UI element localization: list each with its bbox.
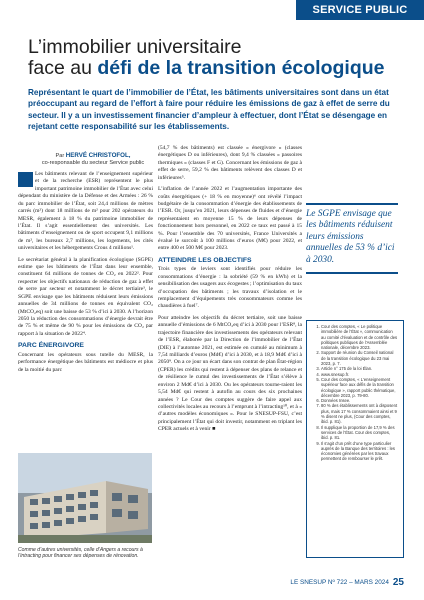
drop-cap-icon — [18, 172, 33, 187]
paragraph: Trois types de leviers sont identifiés pour réduire les consommations d’énergie : la sobriété (59 % en kWh) et la sensibilisation des usagers aux écogestes ; l’optimisation du taux d’occupation des bâtiments ; les travaux d’isolation et le remplacement d’équipements très consommateurs comme les chaudières à fuel⁷. — [158, 266, 302, 310]
paragraph-text: Les bâtiments relevant de l’enseignement supérieur et de la recherche (ESR) représentent le plus important patrimoine immobilier de l’État avec celui dépendant du ministère de la Défense et des Armées : 26 % du parc immobilier de l’État, soit 24,4 millions de mètres carrés (m²) dont 18 millions de m² pour 202 opérateurs du MESR, également à 18 % du patrimoine immobilier de l’État. Il s’agit essentiellement des universités. Les bâtiments d’enseignement ou de sport occupent 9,1 millions de m², les bureaux 2,7 millions, les logements, les cités universitaires et les hébergements Crous 4 millions¹. — [18, 171, 153, 252]
title-line-2 — [28, 58, 404, 79]
title-strong: défi de la transition écologique — [97, 57, 385, 79]
photo-caption: Comme d’autres universités, celle d’Angers a recours à l’intracting pour financer ses dépenses de rénovation. — [18, 547, 143, 560]
title-plain: face au — [28, 57, 98, 79]
article-title — [28, 37, 404, 79]
column-1 — [18, 171, 153, 378]
footnotes-list — [312, 324, 398, 462]
byline-role: co-responsable du secteur Service public — [41, 160, 145, 166]
paragraph: L’inflation de l’année 2022 et l’augmentation importante des coûts énergétiques (+ 18 % en moyenne)⁶ ont révélé l’impact budgétaire de la consommation d’énergie des établissements de l’ESR. Or, jusqu’en 2021, leurs dépenses de fluides et d’énergie représentaient en moyenne 15 % de leurs dépenses de fonctionnement hors personnel, en 2022 ce taux est passé à 15 %. Pour l’ensemble des 70 universités, France Universités a évalué le surcoût à 100 millions d’euros (M€) pour 2022, et entre 400 et 500 M€ pour 2023. — [158, 186, 302, 252]
article-lede: Représentant le quart de l’immobilier de l’État, les bâtiments universitaires sont dans un état préoccupant au regard de l’effort à faire pour réduire les émissions de gaz à effet de serre du secteur. Il y a un investissement financier d’ampleur à effectuer, dont l’État se désengage en rejetant cette responsabilité sur les établissements. — [28, 88, 390, 132]
footnote: 5. Cour des comptes, « L’enseignement supérieur face aux défis de la transition écologique », rapport public thématique, décembre 2023, p. 79-80. — [321, 377, 398, 398]
title-line-1: L’immobilier universitaire — [28, 36, 242, 58]
footnote: 1. Cour des comptes, « Le politique immobilière de l’État », communication au comité d’évaluation et de contrôle des politiques publiques de l’Assemblée nationale, décembre 2023. — [321, 324, 398, 350]
paragraph: (54,7 % des bâtiments) est classée « énergivore » (classes énergétiques D ou inférieures), dont 9,4 % classées « passoires thermiques » (classes F et G). Concernant les émissions de gaz à effet de serre, 59,2 % des bâtiments relèvent des classes D et inférieures⁵. — [158, 145, 302, 181]
paragraph: Pour atteindre les objectifs du décret tertiaire, soit une baisse annuelle d’émissions de 6 MtCO₂eq d’ici à 2030 pour l’ESR⁸, la trajectoire financière des investissements des opérateurs relevant de l’ESR, élaborée par la Direction de l’immobilier de l’État (DIE) à l’automne 2021, est estimée en cumulé au minimum à 7,54 milliards d’euros (Md€) d’ici à 2030, et à 18,9 Md€ d’ici à 2050⁹. On a ce jour un écart dans son contrat de plan État-région (CPER) les crédits qui restent à dépenser des plans de relance et de résilience le cumul des investissements de l’État s’élève à environ 2 Md€ d’ici à 2030. Ou les opérateurs tourne-raient les 5,54 Md€ qui restent à autofin au cours des six prochaines années ? Le Cour des comptes suggère de faire appel aux collectivités locales au recours à l’emprunt à l’intracting¹⁰, et à « d’autres modèles économiques ». Pour le SNESUP-FSU, c’est principalement l’État qui doit investir, notamment en triplant les CPER actuels et à venir ■ — [158, 314, 302, 433]
section-tag: SERVICE PUBLIC — [296, 0, 424, 20]
subhead: PARC ÉNERGIVORE — [18, 342, 84, 350]
page-footer — [290, 577, 404, 588]
photo-university-building — [18, 453, 152, 543]
paragraph: Concernant les opérateurs sous tutelle du MESR, la performance énergétique des bâtiments est médiocre et plus de la moitié du parc — [18, 351, 153, 373]
subhead: ATTEINDRE LES OBJECTIFS — [158, 256, 252, 264]
paragraph — [18, 171, 153, 253]
paragraph: Le secrétariat général à la planification écologique (SGPE) estime que les bâtiments de l’État dans leur ensemble, constituent 64 millions de tonnes de CO₂ en 2022². Pour respecter les objectifs nationaux de réduction de gaz à effet de serre par secteur et notamment le décret tertiaire³, le SGPE envisage que les bâtiments réduisent leurs émissions annuelles de 34 millions de tonnes en équivalent CO₂ (MtCO₂eq) soit une baisse de 53 % d’ici à 2030. A l’horizon 2050 la réduction des consommations d’énergie devrait être de 75 % et même de 90 % pour les émissions de CO₂ par rapport à la situation de 2022⁴. — [18, 256, 153, 337]
journal-issue: LE SNESUP Nº 722 – MARS 2024 — [290, 579, 389, 586]
byline — [28, 152, 158, 167]
column-2 — [158, 145, 302, 438]
footnote: 7. 80 % des établissements ont à disposent plus, mais 17 % consommaient ainsi et 9 % disent ne plus, (Cour des comptes, ibid. p. 81). — [321, 403, 398, 424]
footnote: 6. Données Insee. — [321, 398, 398, 403]
page-number: 25 — [392, 577, 404, 588]
footnote: 4. www.snesup.fr. — [321, 372, 398, 377]
university-building-photo — [18, 453, 152, 543]
footnote: 3. Article n° 175 de la loi Élan. — [321, 366, 398, 371]
footnote: 9. Il s’agit d’un prêt d’une type particulier auprès de la Banque des territoires : les économies générées par les travaux permettent de rembourser le prêt. — [321, 441, 398, 462]
pull-quote: Le SGPE envisage que les bâtiments réduisent leurs émissions annuelles de 53 % d’ici à 2030. — [306, 203, 398, 274]
footnotes-box — [306, 320, 404, 558]
byline-author: HERVÉ CHRISTOFOL, — [65, 152, 131, 159]
byline-prefix: Par — [55, 153, 66, 159]
footnote: 8. Il supplique la proportion de 17,9 % des services de l’État. Cour des comptes, ibid. p. 81. — [321, 425, 398, 441]
footnote: 2. Support de réunion du Conseil national de la transition écologique du 23 mai 2023, p. 7. — [321, 350, 398, 366]
